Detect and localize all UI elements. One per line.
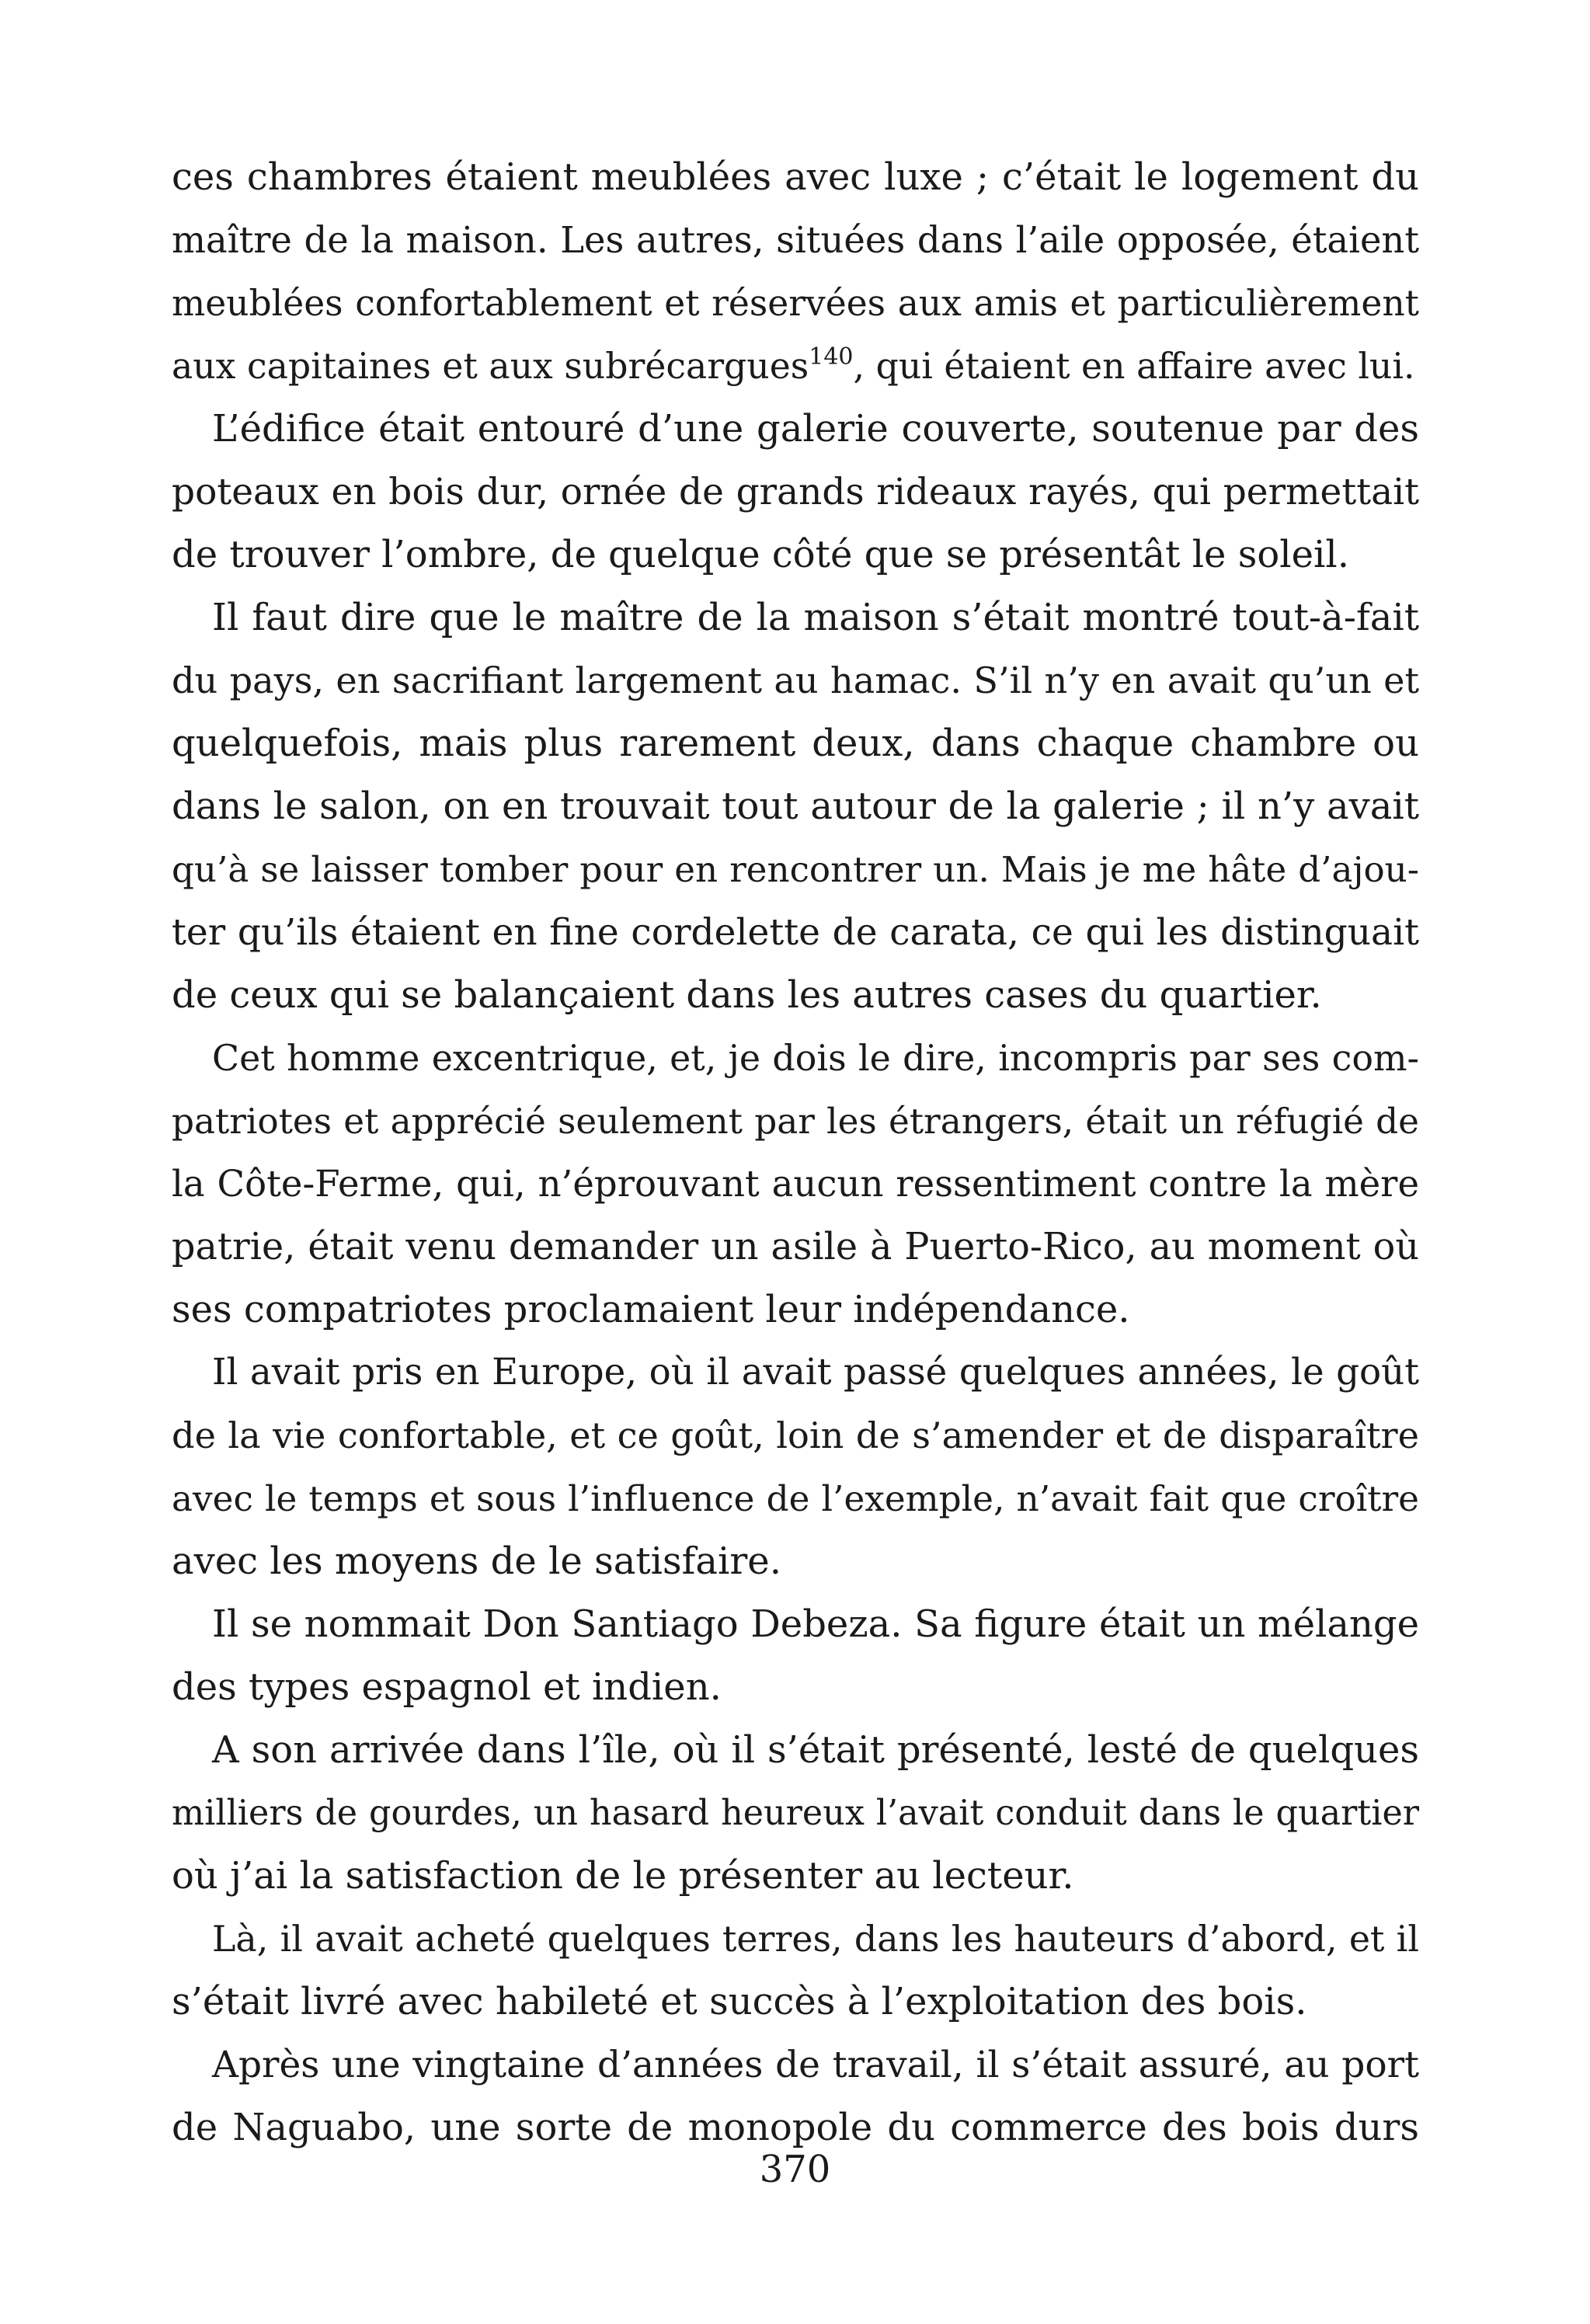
text-line: Il faut dire que le maître de la maison s’était montré tout-à-fait [212,596,1419,639]
text-line: avec le temps et sous l’influence de l’exemple, n’avait fait que croître [172,1478,1419,1519]
text-line: de la vie confortable, et ce goût, loin de s’amender et de disparaître [172,1414,1419,1456]
footnote-reference[interactable]: 140 [809,343,854,371]
text-line [172,335,1419,398]
text-line: ces chambres étaient meublées avec luxe ; c’était le logement du [172,155,1419,199]
text-line: du pays, en sacrifiant largement au hamac. S’il n’y en avait qu’un et [172,659,1419,701]
text-line: où j’ai la satisfaction de le présenter au lecteur. [172,1854,1074,1898]
text-line: poteaux en bois dur, ornée de grands rideaux rayés, qui permettait [172,471,1419,513]
text-line: de trouver l’ombre, de quelque côté que se présentât le soleil. [172,533,1349,576]
text-line: de Naguabo, une sorte de monopole du commerce des bois durs [172,2106,1419,2149]
text-line: dans le salon, on en trouvait tout autour de la galerie ; il n’y avait [172,785,1419,828]
text-line: ses compatriotes proclamaient leur indépendance. [172,1288,1130,1331]
text-line: ter qu’ils étaient en fine cordelette de carata, ce qui les distinguait [172,911,1419,954]
text-line: Là, il avait acheté quelques terres, dans les hauteurs d’abord, et il [212,1918,1419,1960]
text-line: Il avait pris en Europe, où il avait passé quelques années, le goût [212,1352,1419,1393]
text-line: maître de la maison. Les autres, situées dans l’aile opposée, étaient [172,219,1419,261]
text-line: s’était livré avec habileté et succès à l’exploitation des bois. [172,1980,1307,2023]
text-segment: , qui étaient en affaire avec lui. [853,346,1415,387]
text-line: A son arrivée dans l’île, où il s’était présenté, lesté de quelques [212,1728,1419,1772]
text-segment: aux capitaines et aux subrécargues [172,346,809,387]
text-line: patrie, était venu demander un asile à Puerto-Rico, au moment où [172,1226,1419,1268]
text-line: de ceux qui se balançaient dans les autres cases du quartier. [172,973,1322,1017]
text-line: Il se nommait Don Santiago Debeza. Sa figure était un mélange [212,1602,1419,1646]
text-line: qu’à se laisser tomber pour en rencontrer un. Mais je me hâte d’ajou- [172,849,1419,890]
text-line: Après une vingtaine d’années de travail, il s’était assuré, au port [212,2044,1419,2086]
body-text [172,146,1419,2159]
text-line: Cet homme excentrique, et, je dois le dire, incompris par ses com- [212,1037,1419,1079]
text-line: milliers de gourdes, un hasard heureux l’avait conduit dans le quartier [172,1793,1419,1833]
text-line: patriotes et apprécié seulement par les étrangers, était un réfugié de [172,1101,1419,1142]
text-line: avec les moyens de le satisfaire. [172,1539,781,1583]
text-line: meublées confortablement et réservées aux amis et particulièrement [172,283,1419,324]
text-line: des types espagnol et indien. [172,1665,722,1709]
text-line: L’édifice était entouré d’une galerie couverte, soutenue par des [212,407,1419,451]
text-line: quelquefois, mais plus rarement deux, dans chaque chambre ou [172,722,1419,765]
page-number: 370 [759,2148,831,2191]
text-line: la Côte-Ferme, qui, n’éprouvant aucun ressentiment contre la mère [172,1163,1419,1205]
